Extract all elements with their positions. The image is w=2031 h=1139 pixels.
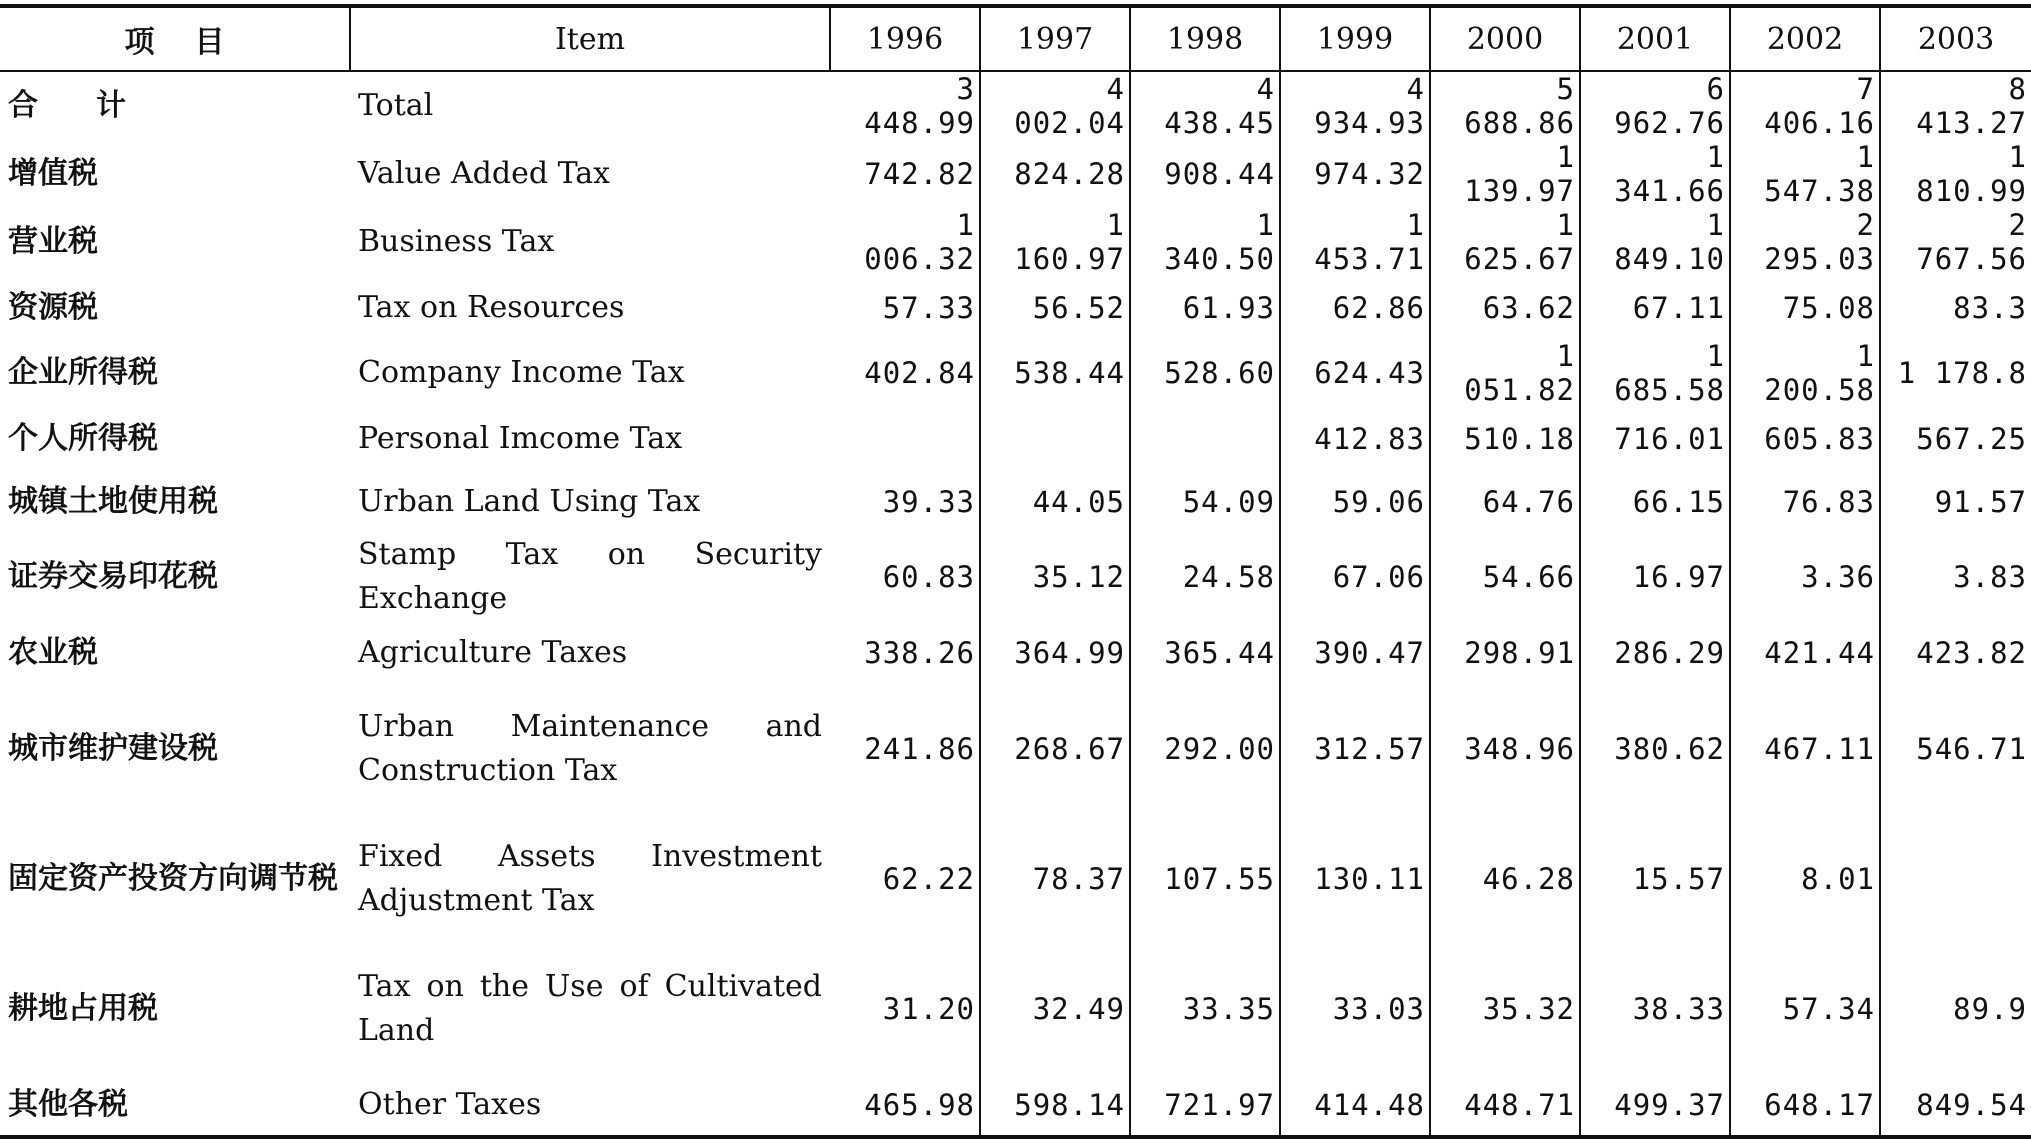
header-year: 2002	[1730, 6, 1880, 71]
table-body	[0, 71, 2031, 1137]
row-label-en: Company Income Tax	[358, 355, 685, 390]
value-cell: 56.52	[980, 276, 1130, 339]
value-cell: 598.14	[980, 1074, 1130, 1137]
row-label-en: Fixed Assets Investment Adjustment Tax	[358, 839, 822, 918]
value-cell: 62.22	[882, 862, 975, 896]
value-cell: 423.82	[1880, 621, 2031, 684]
row-label-cn: 个人所得税	[8, 420, 158, 456]
value-cell: 1 160.97	[980, 208, 1130, 276]
value-cell: 54.66	[1430, 533, 1580, 621]
value-cell: 402.84	[864, 356, 975, 390]
value-cell: 908.44	[1130, 140, 1280, 208]
table-row	[0, 944, 2031, 1074]
value-cell: 57.34	[1730, 944, 1880, 1074]
value-cell: 46.28	[1430, 814, 1580, 944]
value-cell: 510.18	[1430, 407, 1580, 470]
header-year: 1996	[830, 6, 980, 71]
value-cell: 66.15	[1580, 470, 1730, 533]
value-cell: 824.28	[980, 140, 1130, 208]
value-cell: 292.00	[1130, 684, 1280, 814]
value-cell: 6 962.76	[1580, 71, 1730, 140]
value-cell: 716.01	[1580, 407, 1730, 470]
value-cell: 1 341.66	[1580, 140, 1730, 208]
value-cell: 721.97	[1130, 1074, 1280, 1137]
value-cell: 465.98	[830, 1074, 980, 1137]
value-cell: 5 688.86	[1430, 71, 1580, 140]
row-label-cn: 营业税	[8, 224, 98, 259]
value-cell: 546.71	[1880, 684, 2031, 814]
table-row	[0, 814, 2031, 944]
row-label-cn: 企业所得税	[8, 355, 158, 390]
row-label-cn: 固定资产投资方向调节税	[8, 861, 338, 896]
value-cell: 15.57	[1580, 814, 1730, 944]
value-cell: 1 685.58	[1580, 339, 1730, 407]
value-cell: 33.35	[1130, 944, 1280, 1074]
value-cell: 414.48	[1280, 1074, 1430, 1137]
value-cell: 1 453.71	[1280, 208, 1430, 276]
row-label-en: Total	[358, 88, 434, 123]
value-cell: 38.33	[1580, 944, 1730, 1074]
value-cell: 286.29	[1580, 621, 1730, 684]
row-label-cn: 其他各税	[0, 1074, 350, 1137]
value-cell	[1880, 814, 2031, 944]
value-cell: 24.58	[1130, 533, 1280, 621]
header-item-cn: 项目	[0, 6, 350, 71]
value-cell: 130.11	[1280, 814, 1430, 944]
value-cell: 605.83	[1730, 407, 1880, 470]
row-label-en: Stamp Tax on Security Exchange	[358, 537, 822, 616]
value-cell: 33.03	[1280, 944, 1430, 1074]
row-label-en: Other Taxes	[350, 1074, 830, 1137]
row-label-cn: 增值税	[8, 156, 98, 191]
value-cell: 4 002.04	[980, 71, 1130, 140]
value-cell: 268.67	[980, 684, 1130, 814]
value-cell: 648.17	[1730, 1074, 1880, 1137]
value-cell: 1 849.10	[1580, 208, 1730, 276]
value-cell	[980, 407, 1130, 470]
row-label-en: Personal Imcome Tax	[358, 420, 683, 456]
value-cell: 35.32	[1430, 944, 1580, 1074]
value-cell: 60.83	[882, 560, 975, 594]
value-cell: 538.44	[980, 339, 1130, 407]
value-cell: 8 413.27	[1880, 71, 2031, 140]
value-cell: 8.01	[1730, 814, 1880, 944]
table-row	[0, 470, 2031, 533]
row-label-en: Urban Land Using Tax	[358, 483, 701, 519]
header-year: 2003	[1880, 6, 2031, 71]
value-cell: 1 178.8	[1880, 339, 2031, 407]
row-label-en: Business Tax	[358, 224, 555, 259]
value-cell: 364.99	[980, 621, 1130, 684]
header-year: 1999	[1280, 6, 1430, 71]
value-cell	[830, 407, 980, 470]
value-cell: 849.54	[1880, 1074, 2031, 1137]
row-label-en: Tax on Resources	[358, 289, 625, 325]
value-cell: 624.43	[1280, 339, 1430, 407]
value-cell: 31.20	[882, 992, 975, 1026]
row-label-cn: 城市维护建设税	[8, 731, 218, 766]
value-cell: 974.32	[1280, 140, 1430, 208]
value-cell: 742.82	[864, 157, 975, 191]
value-cell: 75.08	[1730, 276, 1880, 339]
value-cell: 4 934.93	[1280, 71, 1430, 140]
value-cell: 7 406.16	[1730, 71, 1880, 140]
table-row	[0, 533, 2031, 621]
value-cell: 412.83	[1280, 407, 1430, 470]
value-cell: 67.11	[1580, 276, 1730, 339]
value-cell: 39.33	[882, 484, 975, 519]
row-label-cn: 合计	[8, 88, 184, 123]
value-cell: 3 448.99	[864, 72, 975, 140]
value-cell: 1 139.97	[1430, 140, 1580, 208]
table-row	[0, 621, 2031, 684]
value-cell: 91.57	[1880, 470, 2031, 533]
row-label-cn: 证券交易印花税	[8, 559, 218, 594]
value-cell: 348.96	[1430, 684, 1580, 814]
value-cell: 1 200.58	[1730, 339, 1880, 407]
header-row	[0, 6, 2031, 71]
value-cell: 448.71	[1430, 1074, 1580, 1137]
value-cell: 567.25	[1880, 407, 2031, 470]
value-cell: 61.93	[1130, 276, 1280, 339]
value-cell: 1 547.38	[1730, 140, 1880, 208]
row-label-en: Agriculture Taxes	[358, 634, 628, 670]
value-cell: 1 810.99	[1880, 140, 2031, 208]
table-row	[0, 276, 2031, 339]
value-cell: 3.36	[1730, 533, 1880, 621]
value-cell: 499.37	[1580, 1074, 1730, 1137]
value-cell: 35.12	[980, 533, 1130, 621]
table-row	[0, 339, 2031, 407]
header-year: 2001	[1580, 6, 1730, 71]
row-label-cn: 耕地占用税	[8, 991, 158, 1026]
value-cell	[1130, 407, 1280, 470]
value-cell: 298.91	[1430, 621, 1580, 684]
table-row	[0, 71, 2031, 140]
value-cell: 390.47	[1280, 621, 1430, 684]
value-cell: 4 438.45	[1130, 71, 1280, 140]
row-label-en: Urban Maintenance and Construction Tax	[358, 709, 822, 788]
value-cell: 76.83	[1730, 470, 1880, 533]
value-cell: 365.44	[1130, 621, 1280, 684]
value-cell: 1 340.50	[1130, 208, 1280, 276]
row-label-en: Tax on the Use of Cultivated Land	[358, 969, 822, 1048]
value-cell: 1 006.32	[864, 208, 975, 276]
value-cell: 67.06	[1280, 533, 1430, 621]
row-label-cn: 农业税	[8, 634, 98, 670]
row-label-cn: 资源税	[8, 289, 98, 325]
value-cell: 107.55	[1130, 814, 1280, 944]
value-cell: 16.97	[1580, 533, 1730, 621]
value-cell: 380.62	[1580, 684, 1730, 814]
row-label-cn: 城镇土地使用税	[8, 483, 218, 519]
header-year: 2000	[1430, 6, 1580, 71]
value-cell: 1 051.82	[1430, 339, 1580, 407]
value-cell: 467.11	[1730, 684, 1880, 814]
header-item-en: Item	[350, 6, 830, 71]
value-cell: 32.49	[980, 944, 1130, 1074]
value-cell: 2 767.56	[1880, 208, 2031, 276]
tax-revenue-table	[0, 4, 2031, 1139]
header-year: 1997	[980, 6, 1130, 71]
value-cell: 338.26	[864, 635, 975, 670]
row-label-en: Value Added Tax	[358, 156, 611, 191]
value-cell: 57.33	[882, 290, 975, 325]
value-cell: 421.44	[1730, 621, 1880, 684]
value-cell: 59.06	[1280, 470, 1430, 533]
value-cell: 2 295.03	[1730, 208, 1880, 276]
value-cell: 1 625.67	[1430, 208, 1580, 276]
table-row	[0, 140, 2031, 208]
value-cell: 78.37	[980, 814, 1130, 944]
table-row	[0, 684, 2031, 814]
value-cell: 89.9	[1880, 944, 2031, 1074]
value-cell: 54.09	[1130, 470, 1280, 533]
value-cell: 63.62	[1430, 276, 1580, 339]
table-row	[0, 208, 2031, 276]
value-cell: 64.76	[1430, 470, 1580, 533]
value-cell: 528.60	[1130, 339, 1280, 407]
value-cell: 44.05	[980, 470, 1130, 533]
value-cell: 241.86	[864, 732, 975, 766]
value-cell: 3.83	[1880, 533, 2031, 621]
value-cell: 312.57	[1280, 684, 1430, 814]
table-row	[0, 407, 2031, 470]
value-cell: 62.86	[1280, 276, 1430, 339]
header-year: 1998	[1130, 6, 1280, 71]
value-cell: 83.3	[1880, 276, 2031, 339]
table-row	[0, 1074, 2031, 1137]
